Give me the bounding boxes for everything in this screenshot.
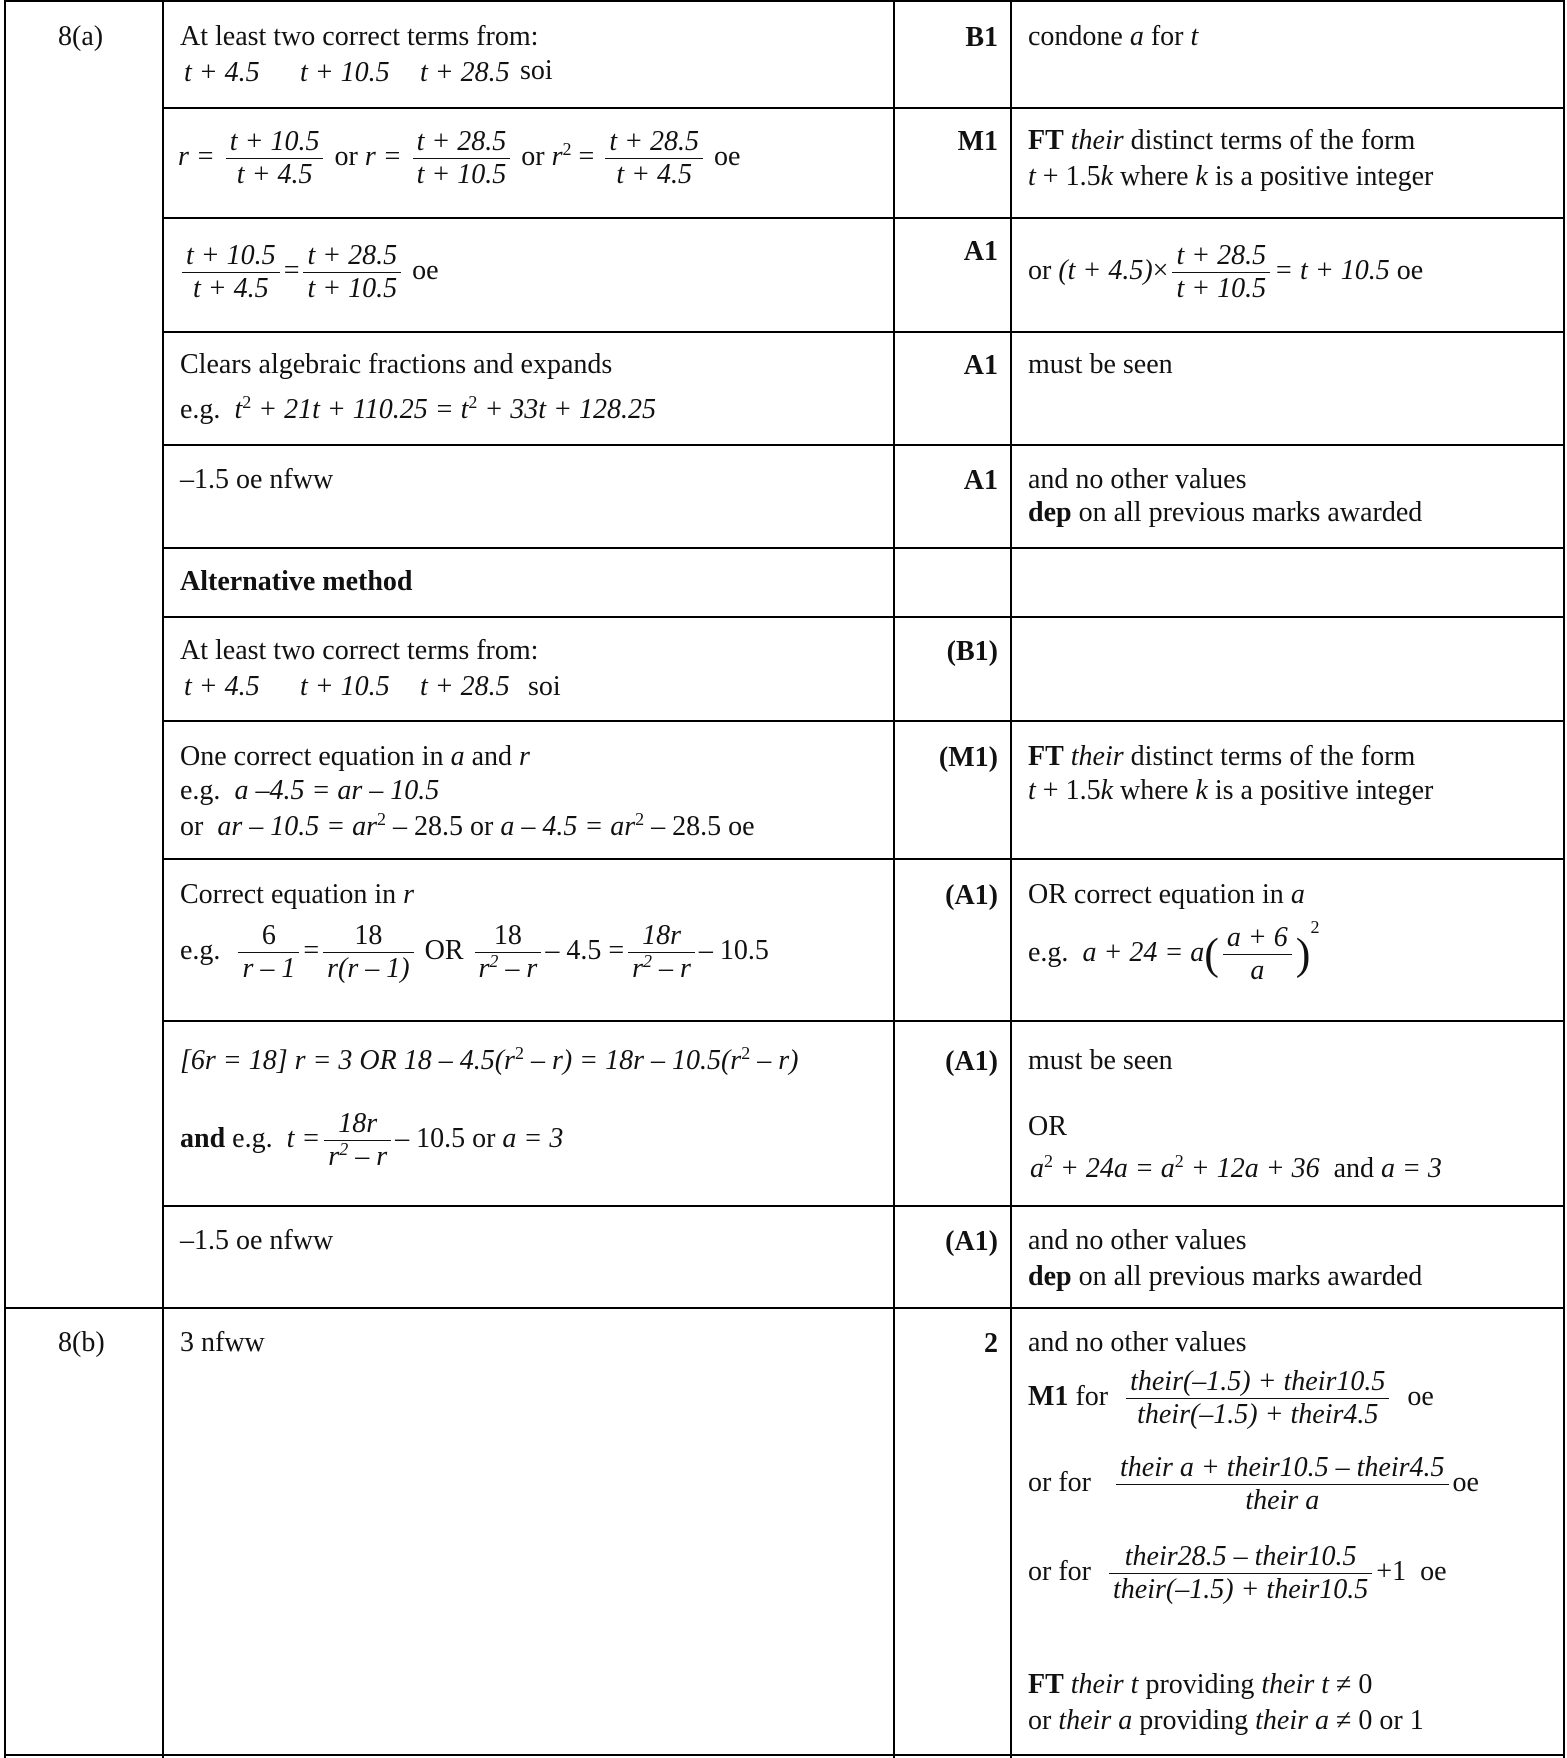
mark: (A1) <box>945 1226 998 1257</box>
fraction: their(–1.5) + their10.5 their(–1.5) + their4.5 <box>1126 1366 1389 1431</box>
math-term: t + 4.5 <box>184 57 260 88</box>
question-number: 8(a) <box>58 21 104 52</box>
table-border <box>1563 0 1565 1758</box>
guidance-text: FT their distinct terms of the form <box>1028 741 1416 772</box>
guidance-text: FT their distinct terms of the form <box>1028 125 1416 156</box>
soi-note: soi <box>520 55 553 86</box>
guidance-equation: or (t + 4.5)× $\frac{t + 28.5}{t + 10.5}$ = t + 10.5 oe <box>1028 240 1424 305</box>
math-term: t + 10.5 <box>300 671 390 702</box>
row-divider <box>162 858 1565 860</box>
table-border <box>4 0 6 1758</box>
equation: [6r = 18] r = 3 OR $18 - 4.5(r^2 - r) = 18r - 10.5(r^2 - r)$ <box>180 1043 799 1076</box>
table-border <box>162 0 164 1758</box>
mark: B1 <box>965 22 998 53</box>
final-answer: –1.5 oe nfww <box>180 1225 334 1256</box>
guidance-equation: or for their a + their10.5 – their4.5 their a oe <box>1028 1452 1479 1517</box>
mark: A1 <box>963 350 998 381</box>
table-border <box>4 0 1565 2</box>
guidance-text: and no other values <box>1028 464 1247 495</box>
row-divider <box>162 616 1565 618</box>
guidance-equation: M1 for their(–1.5) + their10.5 their(–1.5) + their4.5 oe <box>1028 1366 1434 1431</box>
row-divider <box>162 444 1565 446</box>
guidance-text: must be seen <box>1028 1045 1173 1076</box>
fraction: $\frac{18r}{r^2 - r}$ <box>628 920 695 985</box>
fraction: their a + their10.5 – their4.5 their a <box>1116 1452 1449 1517</box>
final-answer: –1.5 oe nfww <box>180 464 334 495</box>
mark: (A1) <box>945 880 998 911</box>
fraction: $\frac{t + 10.5}{t + 4.5}$ <box>182 240 280 305</box>
guidance-equation: $a^2 + 24a = a^2 + 12a + 36$ and a = 3 <box>1030 1151 1442 1184</box>
table-border <box>4 1754 1565 1756</box>
fraction: $\frac{18}{r^2 - r}$ <box>475 920 542 985</box>
row-divider <box>162 547 1565 549</box>
row-divider <box>162 331 1565 333</box>
guidance-text: FT their t providing their t ≠ 0 <box>1028 1669 1373 1700</box>
fraction: $\frac{a + 6}{a}$ <box>1223 922 1292 987</box>
table-border <box>4 1307 1565 1309</box>
guidance-text: and no other values <box>1028 1327 1247 1358</box>
equation: and e.g. t = $\frac{18r}{r^2 - r}$ – 10.5 or a = 3 <box>180 1108 564 1173</box>
row-divider <box>162 1020 1565 1022</box>
table-border <box>1010 0 1012 1758</box>
row-divider <box>162 107 1565 109</box>
row-divider <box>162 1205 1565 1207</box>
guidance-text: or their a providing their a ≠ 0 or 1 <box>1028 1705 1424 1736</box>
math-term: t + 10.5 <box>300 57 390 88</box>
math-term: t + 28.5 <box>420 671 510 702</box>
guidance-text: and no other values <box>1028 1225 1247 1256</box>
guidance-equation: e.g. a + 24 = a( $\frac{a + 6}{a}$ )$^2$ <box>1028 917 1320 987</box>
fraction: $\frac{t + 28.5}{t + 10.5}$ <box>303 240 401 305</box>
guidance-text: OR <box>1028 1111 1067 1142</box>
fraction: $\frac{t + 10.5}{t + 4.5}$ <box>226 126 324 191</box>
ratio-expression: r = $\frac{t + 10.5}{t + 4.5}$ or r = $\frac{t + 28.5}{t + 10.5}$ or $r^2$ = $\frac{t + 28.5}{t + 4.5}$ oe <box>178 126 741 191</box>
answer-text: At least two correct terms from: <box>180 21 539 52</box>
fraction: $\frac{18}{r(r - 1)}$ <box>323 920 413 985</box>
fraction: $\frac{t + 28.5}{t + 10.5}$ <box>413 126 511 191</box>
equation: or ar – $10.5 = ar^2 - 28.5$ or $a - 4.5 = ar^2 - 28.5$ oe <box>180 809 755 842</box>
fraction: their28.5 – their10.5 their(–1.5) + their10.5 <box>1109 1541 1372 1606</box>
section-heading: Alternative method <box>180 566 413 597</box>
fraction: $\frac{t + 28.5}{t + 10.5}$ <box>1172 240 1270 305</box>
fraction: $\frac{18r}{r^2 - r}$ <box>324 1108 391 1173</box>
answer-text: Correct equation in r <box>180 879 415 910</box>
soi-note: soi <box>528 671 561 702</box>
mark: (M1) <box>938 742 998 773</box>
fraction: $\frac{t + 28.5}{t + 4.5}$ <box>605 126 703 191</box>
row-divider <box>162 217 1565 219</box>
guidance-text: t + 1.5k where k is a positive integer <box>1028 775 1434 806</box>
equation: e.g. a –4.5 = ar – 10.5 <box>180 775 440 806</box>
answer-text: Clears algebraic fractions and expands <box>180 349 613 380</box>
answer-text: One correct equation in a and r <box>180 741 530 772</box>
guidance-text: OR correct equation in a <box>1028 879 1305 910</box>
mark: (A1) <box>945 1046 998 1077</box>
question-number: 8(b) <box>58 1327 105 1358</box>
mark: M1 <box>957 126 998 157</box>
guidance-text: must be seen <box>1028 349 1173 380</box>
mark: 2 <box>984 1328 998 1359</box>
guidance-text: condone a for t <box>1028 21 1199 52</box>
equation: $\frac{t + 10.5}{t + 4.5}$ = $\frac{t + 28.5}{t + 10.5}$ oe <box>178 240 439 305</box>
fraction: $\frac{6}{r - 1}$ <box>238 920 299 985</box>
row-divider <box>162 720 1565 722</box>
guidance-equation: or for their28.5 – their10.5 their(–1.5) + their10.5 +1 oe <box>1028 1541 1447 1606</box>
math-term: t + 28.5 <box>420 57 510 88</box>
answer-text: At least two correct terms from: <box>180 635 539 666</box>
mark: A1 <box>963 465 998 496</box>
guidance-text: t + 1.5k where k is a positive integer <box>1028 161 1434 192</box>
mark: (B1) <box>946 636 998 667</box>
equation: e.g. $\frac{6}{r - 1}$ = $\frac{18}{r(r - 1)}$ OR $\frac{18}{r^2 - r}$ – 4.5 = $\frac{18r}{r^2 - r}$ – 10.5 <box>180 920 769 985</box>
final-answer: 3 nfww <box>180 1327 265 1358</box>
math-term: t + 4.5 <box>184 671 260 702</box>
equation: e.g. $t^2 + 21t + 110.25 = t^2 + 33t + 128.25$ <box>180 392 656 425</box>
guidance-text: dep on all previous marks awarded <box>1028 1261 1423 1292</box>
mark: A1 <box>963 236 998 267</box>
guidance-text: dep on all previous marks awarded <box>1028 497 1423 528</box>
